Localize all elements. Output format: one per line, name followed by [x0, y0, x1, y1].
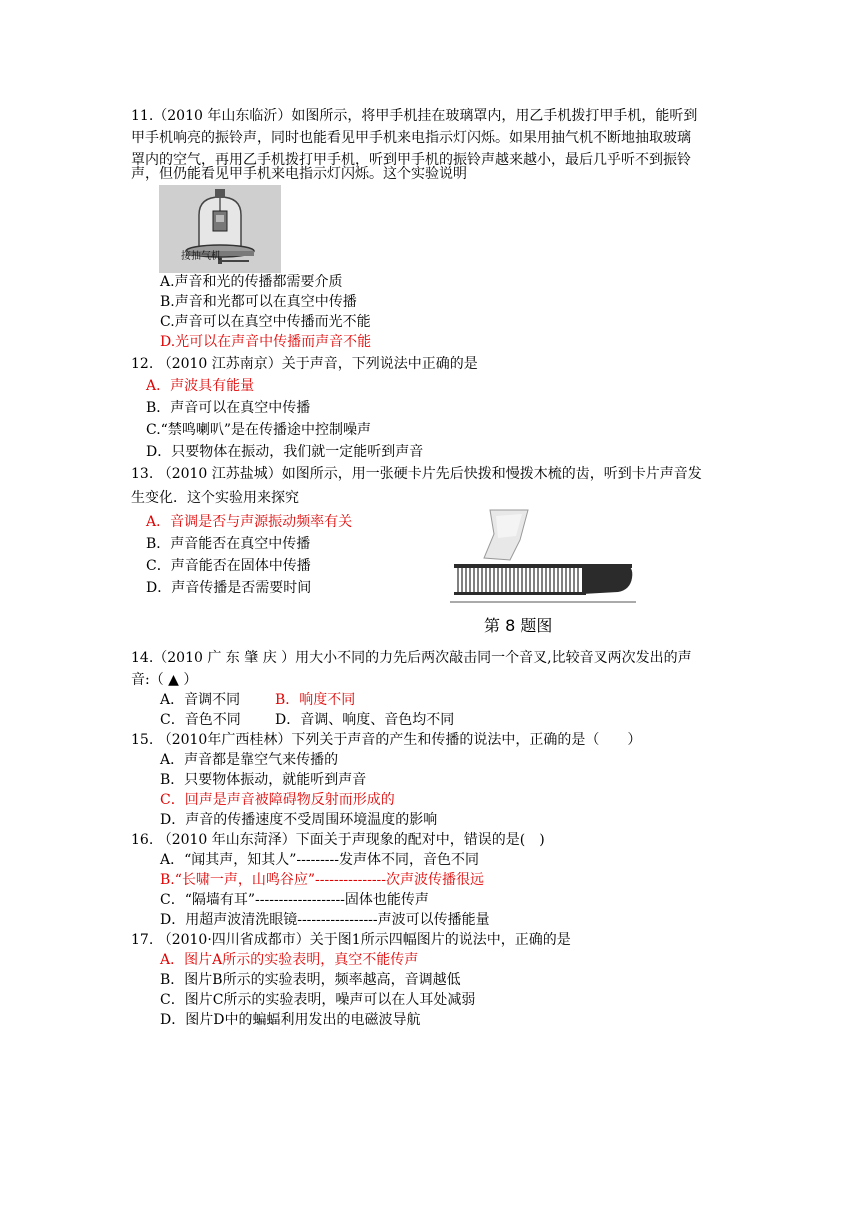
q13-stem-line-2: 生变化．这个实验用来探究: [131, 490, 299, 506]
q17-option-a: A．图片A所示的实验表明，真空不能传声: [160, 952, 419, 968]
q12-option-c: C.“禁鸣喇叭”是在传播途中控制噪声: [146, 422, 371, 438]
q13-option-b: B．声音能否在真空中传播: [146, 536, 311, 552]
q16-option-b: B.“长啸一声，山鸣谷应”---------------次声波传播很远: [160, 872, 485, 888]
q11-stem-line-2: 甲手机响亮的振铃声，同时也能看见甲手机来电指示灯闪烁。如果用抽气机不断地抽取玻璃: [131, 130, 691, 146]
q12-option-a: A．声波具有能量: [146, 378, 255, 394]
q13-stem-line-1: 13. （2010 江苏盐城）如图所示，用一张硬卡片先后快拨和慢拨木梳的齿，听到卡片声音发: [131, 466, 702, 482]
q11-stem-line-3: 罩内的空气，再用乙手机拨打甲手机，听到甲手机的振铃声越来越小，最后几乎听不到振铃: [131, 152, 691, 168]
q17-option-d: D．图片D中的蝙蝠利用发出的电磁波导航: [160, 1012, 421, 1028]
card-shape: [484, 510, 528, 560]
q11-option-a: A.声音和光的传播都需要介质: [160, 274, 343, 290]
q12-option-b: B．声音可以在真空中传播: [146, 400, 311, 416]
q11-stem-line-1: 11.（2010 年山东临沂）如图所示，将甲手机挂在玻璃罩内，用乙手机拨打甲手机，能听到: [131, 108, 698, 124]
q14-stem-line-2: 音:（ ▲ ）: [131, 672, 198, 688]
q16-option-d: D．用超声波清洗眼镜-----------------声波可以传播能量: [160, 912, 490, 928]
q11-stem-line-4: 声，但仍能看见甲手机来电指示灯闪烁。这个实验说明: [131, 166, 467, 182]
q13-option-d: D．声音传播是否需要时间: [146, 580, 312, 596]
q16-option-a: A．“闻其声，知其人”---------发声体不同，音色不同: [160, 852, 479, 868]
q11-option-c: C.声音可以在真空中传播而光不能: [160, 314, 371, 330]
comb-card-illustration: [450, 508, 636, 604]
q16-option-c: C．“隔墙有耳”-------------------固体也能传声: [160, 892, 429, 908]
q14-option-d: D．音调、响度、音色均不同: [275, 712, 455, 728]
q12-stem: 12. （2010 江苏南京）关于声音，下列说法中正确的是: [131, 356, 478, 372]
q17-option-c: C．图片C所示的实验表明，噪声可以在人耳处减弱: [160, 992, 476, 1008]
q15-stem: 15. （2010年广西桂林）下列关于声音的产生和传播的说法中，正确的是（ ）: [131, 732, 642, 748]
q14-option-a: A．音调不同: [160, 692, 241, 708]
bell-jar-label: 接抽气机: [181, 251, 221, 262]
q16-stem: 16. （2010 年山东菏泽）下面关于声现象的配对中，错误的是( ): [131, 832, 545, 848]
q15-option-c: C．回声是声音被障碍物反射而形成的: [160, 792, 395, 808]
q15-option-d: D．声音的传播速度不受周围环境温度的影响: [160, 812, 438, 828]
q14-stem-line-1: 14.（2010 广 东 肇 庆 ）用大小不同的力先后两次敲击同一个音叉,比较音叉两次发出的声: [131, 650, 692, 666]
q12-option-d: D．只要物体在振动，我们就一定能听到声音: [146, 444, 424, 460]
q11-option-d: D.光可以在声音中传播而声音不能: [160, 334, 372, 350]
q14-option-b: B．响度不同: [275, 692, 356, 708]
q17-option-b: B．图片B所示的实验表明，频率越高，音调越低: [160, 972, 461, 988]
q13-option-a: A．音调是否与声源振动频率有关: [146, 514, 353, 530]
q17-stem: 17. （2010·四川省成都市）关于图1所示四幅图片的说法中，正确的是: [131, 932, 571, 948]
q15-option-b: B．只要物体振动，就能听到声音: [160, 772, 367, 788]
figure-caption: 第 8 题图: [484, 616, 553, 635]
q15-option-a: A．声音都是靠空气来传播的: [160, 752, 339, 768]
q11-option-b: B.声音和光都可以在真空中传播: [160, 294, 357, 310]
q14-option-c: C．音色不同: [160, 712, 241, 728]
comb-card-figure: [450, 508, 636, 604]
q13-option-c: C．声音能否在固体中传播: [146, 558, 311, 574]
bell-jar-figure: [159, 185, 281, 273]
